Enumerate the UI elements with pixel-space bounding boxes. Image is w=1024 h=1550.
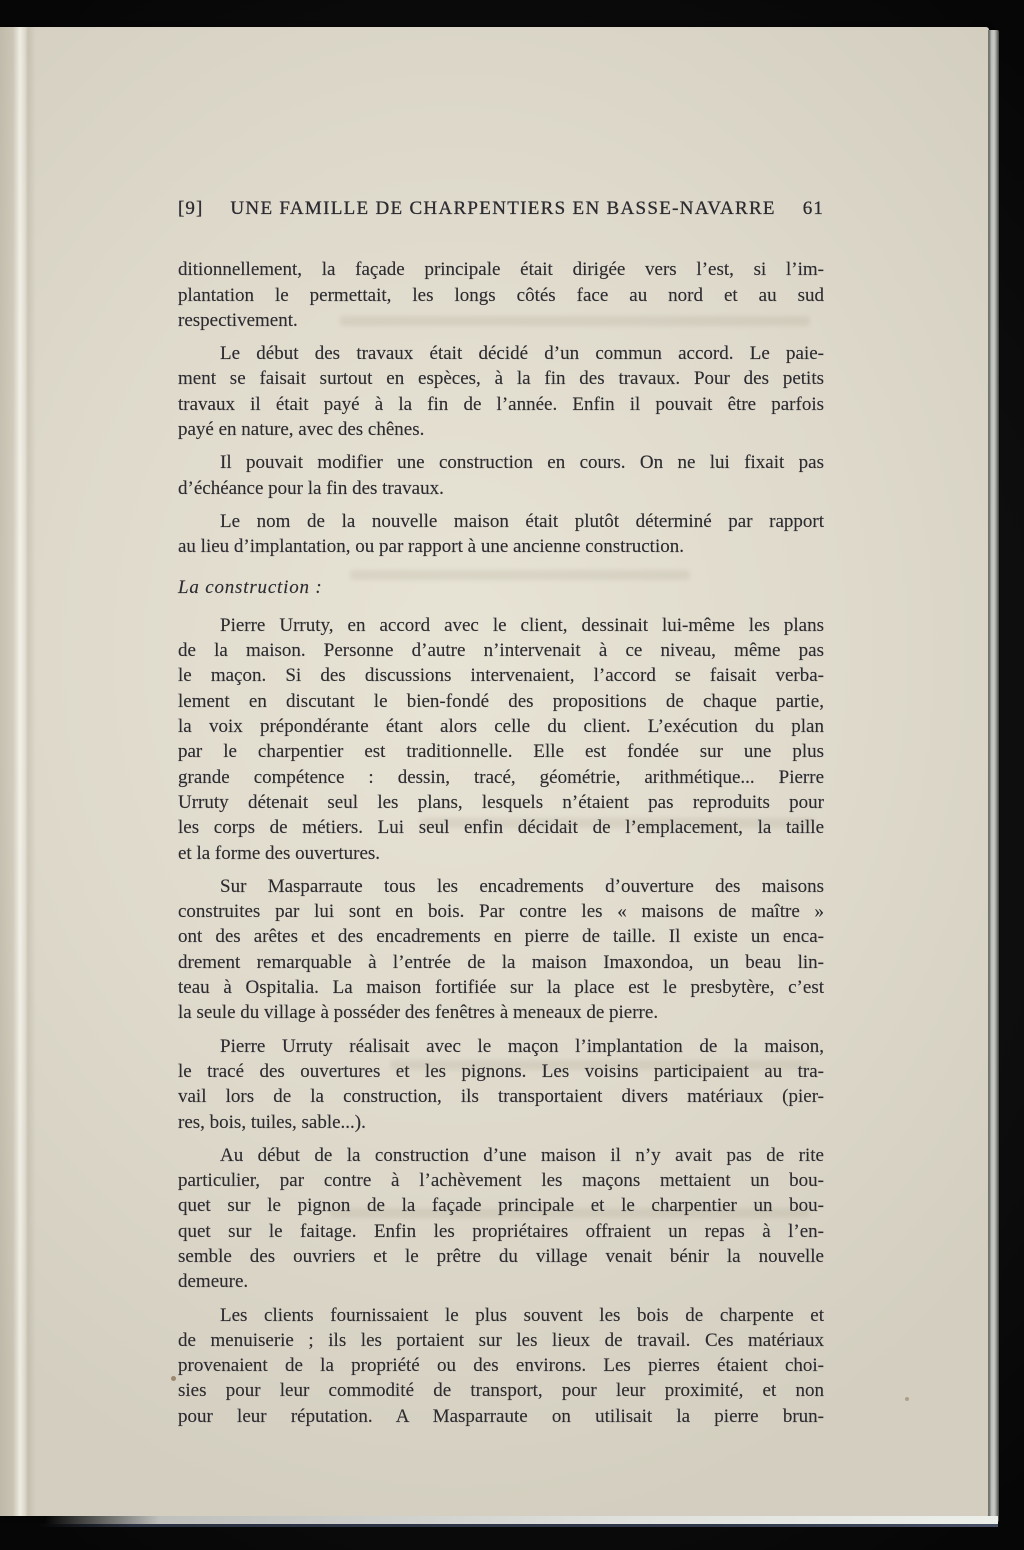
paragraph-line: de menuiserie ; ils les portaient sur les lieux de travail. Ces matériaux [178, 1329, 824, 1351]
page-header [178, 196, 824, 221]
paragraph-line: res, bois, tuiles, sable...). [178, 1111, 366, 1133]
paragraph-line: ont des arêtes et des encadrements en pierre de taille. Il existe un enca- [178, 926, 824, 948]
paragraph-line: sies pour leur commodité de transport, pour leur proximité, et non [178, 1380, 824, 1402]
paragraph-line: plantation le permettait, les longs côtés face au nord et au sud [178, 284, 824, 306]
paragraph-line: et la forme des ouvertures. [178, 842, 381, 864]
paragraph-line: demeure. [178, 1271, 249, 1293]
paragraph [178, 257, 824, 333]
paragraph-line: par le charpentier est traditionnelle. Elle est fondée sur une plus [178, 741, 824, 763]
paragraph-line: Pierre Urruty réalisait avec le maçon l’implantation de la maison, [220, 1035, 824, 1057]
paragraph-line: Urruty détenait seul les plans, lesquels n’étaient pas reproduits pour [178, 791, 824, 813]
paragraph-line: quet sur le faitage. Enfin les propriétaires offraient un repas à l’en- [178, 1220, 824, 1242]
paragraph-line: vail lors de la construction, ils transportaient divers matériaux (pier- [178, 1086, 824, 1108]
paper-speck [905, 1397, 909, 1401]
paragraph [178, 613, 824, 866]
paragraph-line: le tracé des ouvertures et les pignons. Les voisins participaient au tra- [178, 1060, 824, 1082]
paragraph-line: Il pouvait modifier une construction en cours. On ne lui fixait pas [220, 452, 824, 474]
paragraph-line: Pierre Urruty, en accord avec le client, dessinait lui-même les plans [220, 614, 824, 636]
page-stack-bottom-edge [45, 1516, 998, 1524]
paragraph [178, 1303, 824, 1429]
paragraph [178, 341, 824, 442]
header-bracket-number: [9] [178, 198, 204, 219]
paragraph [178, 1143, 824, 1295]
binding-crease [0, 27, 36, 1516]
paragraph-line: particulier, par contre à l’achèvement les maçons mettaient un bou- [178, 1170, 824, 1192]
paragraph-line: Le nom de la nouvelle maison était plutôt déterminé par rapport [220, 510, 824, 532]
paragraph-line: d’échéance pour la fin des travaux. [178, 477, 444, 499]
paragraph-line: lement en discutant le bien-fondé des propositions de chaque partie, [178, 690, 824, 712]
paragraph-line: construites par lui sont en bois. Par contre les « maisons de maître » [178, 901, 824, 923]
paragraph [178, 1034, 824, 1135]
paragraph-line: drement remarquable à l’entrée de la maison Imaxondoa, un beau lin- [178, 951, 824, 973]
paragraph-line: ment se faisait surtout en espèces, à la fin des travaux. Pour des petits [178, 368, 824, 390]
page-stack-right-edge [988, 30, 999, 1522]
paragraph-line: provenaient de la propriété ou des environs. Les pierres étaient choi- [178, 1355, 824, 1377]
paragraph-line: respectivement. [178, 309, 298, 331]
paragraph-line: la voix prépondérante étant alors celle du client. L’exécution du plan [178, 716, 824, 738]
header-page-number: 61 [802, 198, 824, 219]
paragraph-line: Les clients fournissaient le plus souvent les bois de charpente et [220, 1304, 824, 1326]
paragraph-line: Sur Masparraute tous les encadrements d’ouverture des maisons [220, 875, 824, 897]
paragraph-line: grande compétence : dessin, tracé, géométrie, arithmétique... Pierre [178, 766, 824, 788]
page-body [178, 257, 824, 1429]
paragraph-line: pour leur réputation. A Masparraute on utilisait la pierre brun- [178, 1405, 824, 1427]
section-heading: La construction : [178, 576, 323, 598]
paragraph [178, 509, 824, 560]
paragraph-line: Au début de la construction d’une maison il n’y avait pas de rite [220, 1144, 824, 1166]
paragraph-line: payé en nature, avec des chênes. [178, 419, 425, 441]
text-column [178, 196, 824, 1437]
paragraph-line: le maçon. Si des discussions intervenaient, l’accord se faisait verba- [178, 665, 824, 687]
paper-speck [171, 1376, 176, 1381]
paragraph-line: la seule du village à posséder des fenêtres à meneaux de pierre. [178, 1002, 659, 1024]
paragraph-line: teau à Ospitalia. La maison fortifiée sur la place est le presbytère, c’est [178, 977, 824, 999]
paragraph-line: Le début des travaux était décidé d’un commun accord. Le paie- [220, 343, 824, 365]
page-stack-bottom-shadow [38, 1524, 998, 1527]
paragraph-line: ditionnellement, la façade principale était dirigée vers l’est, si l’im- [178, 259, 824, 281]
paragraph [178, 874, 824, 1026]
paragraph-line: travaux il était payé à la fin de l’année. Enfin il pouvait être parfois [178, 393, 824, 415]
paragraph-line: semble des ouvriers et le prêtre du village venait bénir la nouvelle [178, 1245, 824, 1267]
paragraph-line: les corps de métiers. Lui seul enfin décidait de l’emplacement, la taille [178, 817, 824, 839]
header-title: UNE FAMILLE DE CHARPENTIERS EN BASSE-NAVARRE [230, 198, 776, 219]
paragraph [178, 450, 824, 501]
paragraph-line: quet sur le pignon de la façade principale et le charpentier un bou- [178, 1195, 824, 1217]
paragraph-line: de la maison. Personne d’autre n’intervenait à ce niveau, même pas [178, 640, 824, 662]
paragraph-line: au lieu d’implantation, ou par rapport à une ancienne construction. [178, 536, 684, 558]
